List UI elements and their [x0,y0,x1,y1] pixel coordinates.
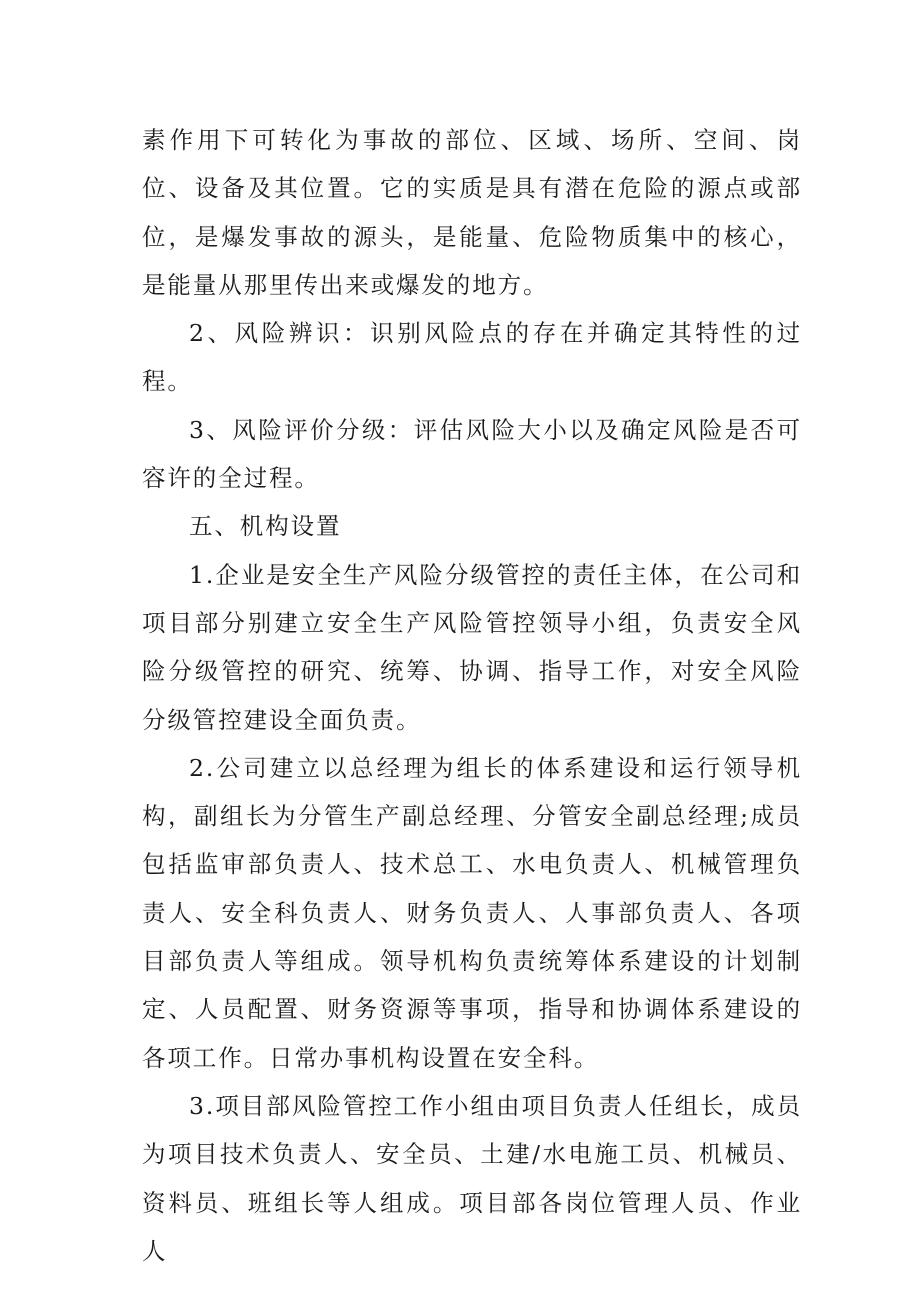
document-body [142,116,802,1275]
paragraph-risk-assessment: 3、风险评价分级：评估风险大小以及确定风险是否可容许的全过程。 [142,415,802,493]
paragraph-organization-2: 2.公司建立以总经理为组长的体系建设和运行领导机构，副组长为分管生产副总经理、分管安全副总经理;成员包括监审部负责人、技术总工、水电负责人、机械管理负责人、安全科负责人、财务负责人、人事部负责人、各项目部负责人等组成。领导机构负责统筹体系建设的计划制定、人员配置、财务资源等事项，指导和协调体系建设的各项工作。日常办事机构设置在安全科。 [142,753,802,1072]
paragraph-risk-point-definition: 素作用下可转化为事故的部位、区域、场所、空间、岗位、设备及其位置。它的实质是具有潜在危险的源点或部位，是爆发事故的源头，是能量、危险物质集中的核心，是能量从那里传出来或爆发的地方。 [142,126,802,299]
paragraph-organization-1: 1.企业是安全生产风险分级管控的责任主体，在公司和项目部分别建立安全生产风险管控领导小组，负责安全风险分级管控的研究、统筹、协调、指导工作，对安全风险分级管控建设全面负责。 [142,560,802,734]
section-heading-organization: 五、机构设置 [189,512,342,541]
paragraph-risk-identification: 2、风险辨识：识别风险点的存在并确定其特性的过程。 [142,319,802,396]
paragraph-organization-3: 3.项目部风险管控工作小组由项目负责人任组长，成员为项目技术负责人、安全员、土建/水电施工员、机械员、资料员、班组长等人组成。项目部各岗位管理人员、作业人 [142,1091,802,1265]
